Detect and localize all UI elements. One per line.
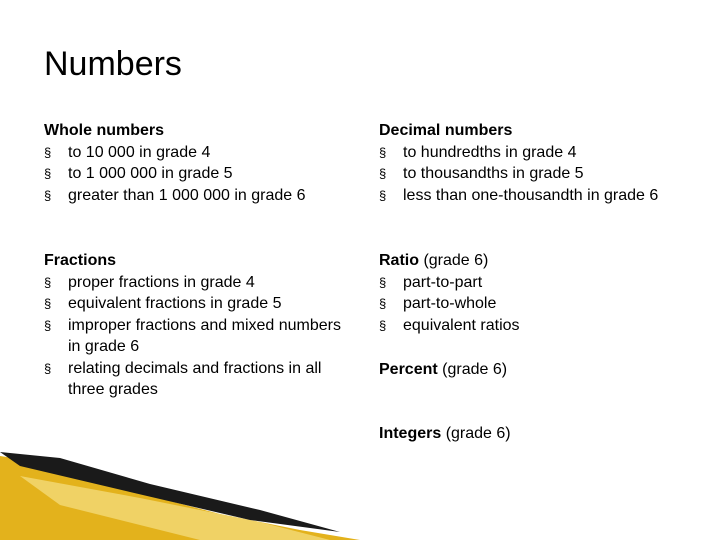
bullet-icon: §	[379, 144, 387, 160]
bullet-icon: §	[44, 144, 52, 160]
section-heading: Whole numbers	[44, 122, 165, 139]
grade-note: (grade 6)	[441, 425, 511, 442]
bullet-icon: §	[379, 274, 387, 290]
bullet-icon: §	[379, 187, 387, 203]
list-item: § equivalent fractions in grade 5	[44, 293, 344, 315]
bullet-icon: §	[44, 296, 52, 311]
bullet-icon: §	[44, 166, 52, 181]
list-item: § part-to-part	[379, 272, 679, 294]
list-item: § to 1 000 000 in grade 5	[44, 163, 354, 185]
list-item: § greater than 1 000 000 in grade 6	[44, 185, 354, 207]
slide-title: Numbers	[44, 45, 182, 83]
list-item: § part-to-whole	[379, 293, 679, 315]
section-heading: Ratio	[379, 252, 419, 269]
section-heading: Integers	[379, 425, 442, 442]
bullet-icon: §	[44, 360, 52, 376]
list-item: § improper fractions and mixed numbers in grade 6	[44, 316, 342, 355]
list-item: § to hundredths in grade 4	[379, 142, 709, 164]
section-heading: Percent	[379, 361, 438, 378]
grade-note: (grade 6)	[437, 361, 508, 378]
section-heading: Fractions	[44, 252, 117, 269]
bullet-icon: §	[379, 166, 387, 181]
list-item: § to thousandths in grade 5	[379, 163, 709, 185]
bullet-icon: §	[44, 317, 52, 333]
bullet-icon: §	[44, 274, 52, 290]
bullet-icon: §	[44, 187, 52, 203]
bullet-icon: §	[379, 296, 387, 311]
bullet-icon: §	[379, 317, 387, 333]
list-item: § to 10 000 in grade 4	[44, 142, 354, 164]
list-item: § equivalent ratios	[379, 315, 679, 337]
section-heading: Decimal numbers	[379, 122, 513, 139]
grade-note: (grade 6)	[419, 252, 489, 269]
list-item: § less than one-thousandth in grade 6	[379, 185, 709, 207]
list-item: § relating decimals and fractions in all three grades	[44, 359, 322, 398]
list-item: § proper fractions in grade 4	[44, 272, 344, 294]
